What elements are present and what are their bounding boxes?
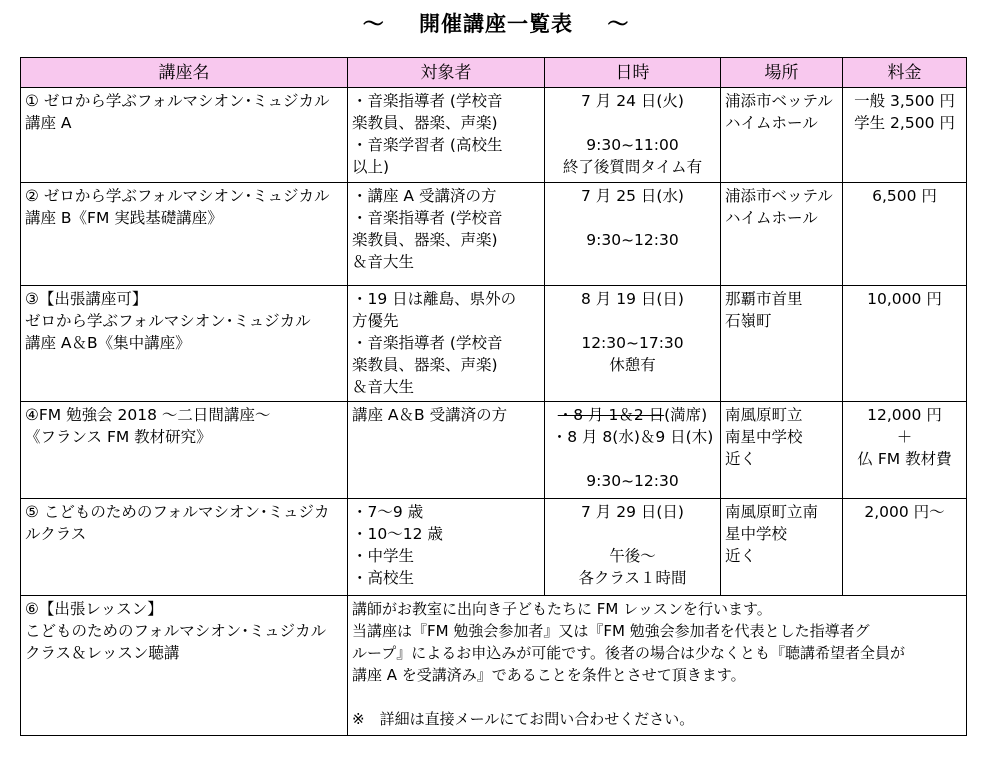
place-line: 近く bbox=[725, 547, 757, 565]
target-line: 以上) bbox=[352, 158, 390, 176]
date-line bbox=[549, 523, 716, 545]
date-line: 終了後質問タイム有 bbox=[562, 158, 703, 176]
header-row bbox=[21, 58, 967, 88]
note-line bbox=[352, 686, 962, 708]
header-place: 場所 bbox=[721, 58, 843, 88]
target-line: 楽教員、器楽、声楽) bbox=[352, 231, 498, 249]
target-line: ・中学生 bbox=[352, 547, 415, 565]
course-name bbox=[21, 596, 348, 736]
fee-cell bbox=[843, 402, 967, 499]
course-line: ④FM 勉強会 2018 ～二日間講座～ bbox=[25, 406, 271, 424]
course-line: こどものためのフォルマシオン･ミュジカル bbox=[25, 622, 327, 640]
date-line bbox=[549, 448, 716, 470]
note-cell bbox=[348, 596, 967, 736]
course-line: ゼロから学ぶフォルマシオン･ミュジカル bbox=[25, 312, 311, 330]
title-text: 開催講座一覧表 bbox=[419, 12, 573, 36]
course-line: ⑥【出張レッスン】 bbox=[25, 600, 163, 618]
course-name bbox=[21, 499, 348, 596]
target-line: ・音楽指導者 (学校音 bbox=[352, 334, 503, 352]
fee-cell bbox=[843, 499, 967, 596]
fee-cell bbox=[843, 88, 967, 183]
target-cell bbox=[348, 402, 545, 499]
date-line-full bbox=[549, 404, 716, 426]
note-line: 当講座は『FM 勉強会参加者』又は『FM 勉強会参加者を代表とした指導者グ bbox=[352, 622, 870, 640]
target-line: 講座 A＆B 受講済の方 bbox=[352, 406, 508, 424]
table-row bbox=[21, 286, 967, 402]
place-line: 浦添市ベッテル bbox=[725, 187, 833, 205]
place-line: 南風原町立南 bbox=[725, 503, 819, 521]
fee-line: 仏 FM 教材費 bbox=[857, 450, 952, 468]
course-line: ⑤ こどものためのフォルマシオン･ミュジカ bbox=[25, 503, 330, 521]
table-row bbox=[21, 596, 967, 736]
date-line: 各クラス１時間 bbox=[578, 569, 687, 587]
course-line: ② ゼロから学ぶフォルマシオン･ミュジカル bbox=[25, 187, 330, 205]
date-line: 7 月 25 日(水) bbox=[581, 187, 684, 205]
fee-line: 12,000 円 bbox=[867, 406, 942, 424]
fee-line: 一般 3,500 円 bbox=[854, 92, 955, 110]
title-tilde-right: ～ bbox=[607, 12, 630, 36]
target-line: 楽教員、器楽、声楽) bbox=[352, 356, 498, 374]
place-cell bbox=[721, 286, 843, 402]
date-line: 9:30~11:00 bbox=[586, 136, 679, 154]
fee-cell bbox=[843, 286, 967, 402]
fee-cell bbox=[843, 183, 967, 286]
place-line: 星中学校 bbox=[725, 525, 788, 543]
place-line: ハイムホール bbox=[725, 114, 818, 132]
course-name bbox=[21, 402, 348, 499]
course-name bbox=[21, 88, 348, 183]
fee-line: 6,500 円 bbox=[872, 187, 937, 205]
note-line: 講師がお教室に出向き子どもたちに FM レッスンを行います。 bbox=[352, 600, 772, 618]
place-cell bbox=[721, 88, 843, 183]
header-date: 日時 bbox=[545, 58, 721, 88]
date-line: 9:30~12:30 bbox=[586, 472, 679, 490]
fee-line: 10,000 円 bbox=[867, 290, 942, 308]
place-line: 那覇市首里 bbox=[725, 290, 803, 308]
date-line-full-tag: (満席) bbox=[664, 406, 708, 424]
date-line bbox=[549, 310, 716, 332]
table-row bbox=[21, 499, 967, 596]
fee-line: 2,000 円～ bbox=[864, 503, 945, 521]
course-line: 講座 B《FM 実践基礎講座》 bbox=[25, 209, 223, 227]
target-line: 方優先 bbox=[352, 312, 399, 330]
course-line: 《フランス FM 教材研究》 bbox=[25, 428, 212, 446]
place-line: 近く bbox=[725, 450, 757, 468]
target-line: 楽教員、器楽、声楽) bbox=[352, 114, 498, 132]
place-cell bbox=[721, 402, 843, 499]
course-line: ① ゼロから学ぶフォルマシオン･ミュジカル bbox=[25, 92, 330, 110]
date-cell bbox=[545, 499, 721, 596]
page-title bbox=[0, 8, 992, 38]
course-name bbox=[21, 286, 348, 402]
target-line: ・19 日は離島、県外の bbox=[352, 290, 517, 308]
target-cell bbox=[348, 88, 545, 183]
date-line: 休憩有 bbox=[609, 356, 656, 374]
date-line bbox=[549, 112, 716, 134]
note-line: ループ』によるお申込みが可能です。後者の場合は少なくとも『聴講希望者全員が bbox=[352, 644, 906, 662]
target-cell bbox=[348, 499, 545, 596]
table-row bbox=[21, 88, 967, 183]
target-line: ・音楽学習者 (高校生 bbox=[352, 136, 503, 154]
target-line: ＆音大生 bbox=[352, 378, 415, 396]
place-cell bbox=[721, 499, 843, 596]
table-row bbox=[21, 183, 967, 286]
date-cell bbox=[545, 183, 721, 286]
place-cell bbox=[721, 183, 843, 286]
target-line: ・音楽指導者 (学校音 bbox=[352, 92, 503, 110]
course-line: ルクラス bbox=[25, 525, 87, 543]
date-line-struck: ・8 月 1＆2 日 bbox=[557, 406, 665, 424]
date-cell bbox=[545, 88, 721, 183]
target-line: ・7～9 歳 bbox=[352, 503, 424, 521]
target-line: ・10～12 歳 bbox=[352, 525, 443, 543]
date-cell bbox=[545, 286, 721, 402]
note-line: 講座 A を受講済み』であることを条件とさせて頂きます。 bbox=[352, 666, 746, 684]
target-line: ・高校生 bbox=[352, 569, 415, 587]
place-line: 浦添市ベッテル bbox=[725, 92, 833, 110]
course-table bbox=[20, 57, 967, 736]
place-line: 石嶺町 bbox=[725, 312, 772, 330]
place-line: ハイムホール bbox=[725, 209, 818, 227]
date-line: 7 月 29 日(日) bbox=[581, 503, 684, 521]
table-row bbox=[21, 402, 967, 499]
note-line: ※ 詳細は直接メールにてお問い合わせください。 bbox=[352, 710, 695, 728]
date-line: 8 月 19 日(日) bbox=[581, 290, 684, 308]
date-line bbox=[549, 207, 716, 229]
date-line: 午後～ bbox=[609, 547, 656, 565]
place-line: 南風原町立 bbox=[725, 406, 803, 424]
header-course: 講座名 bbox=[21, 58, 348, 88]
target-cell bbox=[348, 286, 545, 402]
course-line: クラス＆レッスン聴講 bbox=[25, 644, 180, 662]
course-name bbox=[21, 183, 348, 286]
target-line: ＆音大生 bbox=[352, 253, 415, 271]
target-cell bbox=[348, 183, 545, 286]
course-line: ③【出張講座可】 bbox=[25, 290, 148, 308]
place-line: 南星中学校 bbox=[725, 428, 803, 446]
date-line: 7 月 24 日(火) bbox=[581, 92, 684, 110]
target-line: ・音楽指導者 (学校音 bbox=[352, 209, 503, 227]
course-line: 講座 A＆B《集中講座》 bbox=[25, 334, 191, 352]
title-tilde-left: ～ bbox=[362, 12, 385, 36]
date-line: ・8 月 8(水)＆9 日(木) bbox=[551, 428, 714, 446]
fee-line: ＋ bbox=[896, 428, 913, 446]
fee-line: 学生 2,500 円 bbox=[854, 114, 955, 132]
course-line: 講座 A bbox=[25, 114, 72, 132]
target-line: ・講座 A 受講済の方 bbox=[352, 187, 497, 205]
header-fee: 料金 bbox=[843, 58, 967, 88]
date-line: 12:30~17:30 bbox=[581, 334, 684, 352]
date-line: 9:30~12:30 bbox=[586, 231, 679, 249]
date-cell bbox=[545, 402, 721, 499]
header-target: 対象者 bbox=[348, 58, 545, 88]
